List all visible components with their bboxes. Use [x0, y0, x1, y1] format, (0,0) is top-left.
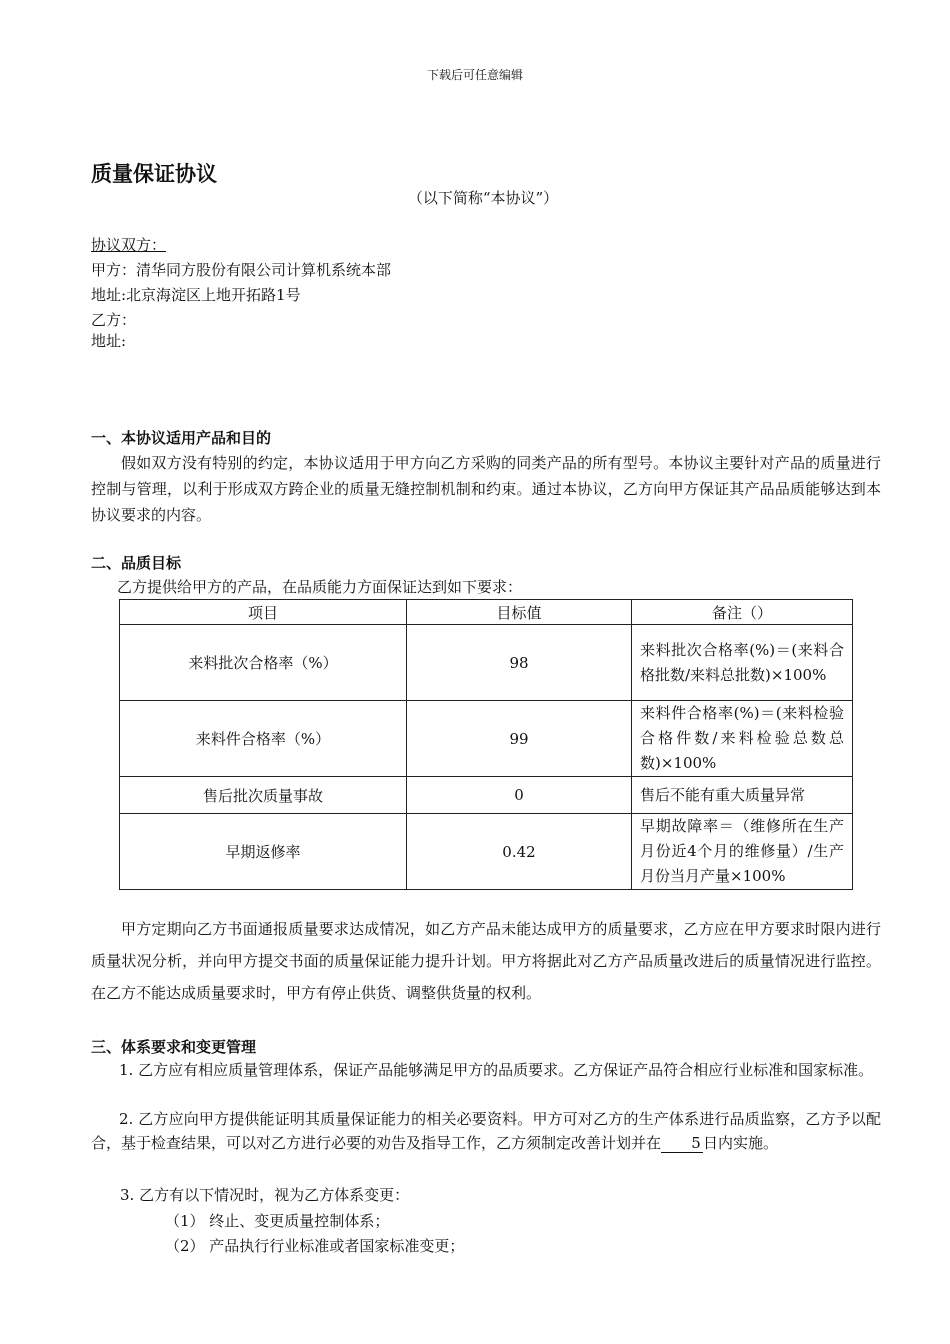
section2-intro: 乙方提供给甲方的产品，在品质能力方面保证达到如下要求： — [117, 578, 523, 596]
section3-item3: 3. 乙方有以下情况时，视为乙方体系变更： — [120, 1186, 410, 1204]
section3-sub2: （2） 产品执行行业标准或者国家标准变更； — [165, 1237, 465, 1255]
table-row — [120, 625, 853, 701]
party-b: 乙方： — [91, 311, 137, 329]
item2-text-end: 日内实施。 — [703, 1134, 779, 1152]
section3-heading: 三、体系要求和变更管理 — [91, 1038, 257, 1056]
row-item: 来料件合格率（%） — [120, 701, 407, 777]
table-header-row — [120, 600, 853, 625]
row-item: 来料批次合格率（%） — [120, 625, 407, 701]
row-item: 售后批次质量事故 — [120, 777, 407, 814]
row-target: 0.42 — [407, 814, 632, 890]
days-blank: 5 — [661, 1134, 703, 1153]
document-subtitle: （以下简称“本协议”） — [407, 189, 559, 207]
section3-item1: 1. 乙方应有相应质量管理体系，保证产品能够满足甲方的品质要求。乙方保证产品符合相应行业标准和国家标准。 — [119, 1061, 874, 1079]
section3-item2 — [91, 1107, 881, 1155]
row-target: 0 — [407, 777, 632, 814]
row-note: 来料件合格率(%)＝(来料检验合格件数/来料检验总数总数)×100% — [632, 701, 853, 777]
page-header: 下载后可任意编辑 — [426, 68, 523, 82]
row-note: 售后不能有重大质量异常 — [632, 777, 853, 814]
row-note: 早期故障率＝（维修所在生产月份近4个月的维修量）/生产月份当月产量×100% — [632, 814, 853, 890]
table-row — [120, 701, 853, 777]
item2-text: 2. 乙方应向甲方提供能证明其质量保证能力的相关必要资料。甲方可对乙方的生产体系进行品质监察，乙方予以配合，基于检查结果，可以对乙方进行必要的劝告及指导工作，乙方须制定改善计划并在 — [91, 1110, 881, 1152]
row-note: 来料批次合格率(%)＝(来料合格批数/来料总批数)×100% — [632, 625, 853, 701]
row-target: 99 — [407, 701, 632, 777]
section2-heading: 二、品质目标 — [91, 554, 182, 572]
section3-sub1: （1） 终止、变更质量控制体系； — [165, 1212, 390, 1230]
table-header-item: 项目 — [120, 600, 407, 625]
row-item: 早期返修率 — [120, 814, 407, 890]
party-a-address: 地址:北京海淀区上地开拓路1号 — [91, 286, 301, 304]
section1-body: 假如双方没有特别的约定，本协议适用于甲方向乙方采购的同类产品的所有型号。本协议主要针对产品的质量进行控制与管理，以利于形成双方跨企业的质量无缝控制机制和约束。通过本协议，乙方向甲方保证其产品品质能够达到本协议要求的内容。 — [91, 454, 881, 524]
table-row — [120, 777, 853, 814]
quality-target-table — [119, 599, 853, 890]
document-title: 质量保证协议 — [91, 162, 217, 186]
section2-after: 甲方定期向乙方书面通报质量要求达成情况，如乙方产品未能达成甲方的质量要求，乙方应在甲方要求时限内进行质量状况分析，并向甲方提交书面的质量保证能力提升计划。甲方将据此对乙方产品质量改进后的质量情况进行监控。在乙方不能达成质量要求时，甲方有停止供货、调整供货量的权利。 — [91, 920, 881, 1002]
party-a: 甲方：清华同方股份有限公司计算机系统本部 — [91, 261, 392, 279]
parties-heading: 协议双方： — [91, 236, 167, 254]
table-row — [120, 814, 853, 890]
party-b-address: 地址: — [91, 332, 127, 350]
section1-heading: 一、本协议适用产品和目的 — [91, 429, 272, 447]
row-target: 98 — [407, 625, 632, 701]
table-header-target: 目标值 — [407, 600, 632, 625]
table-header-note: 备注（） — [632, 600, 853, 625]
